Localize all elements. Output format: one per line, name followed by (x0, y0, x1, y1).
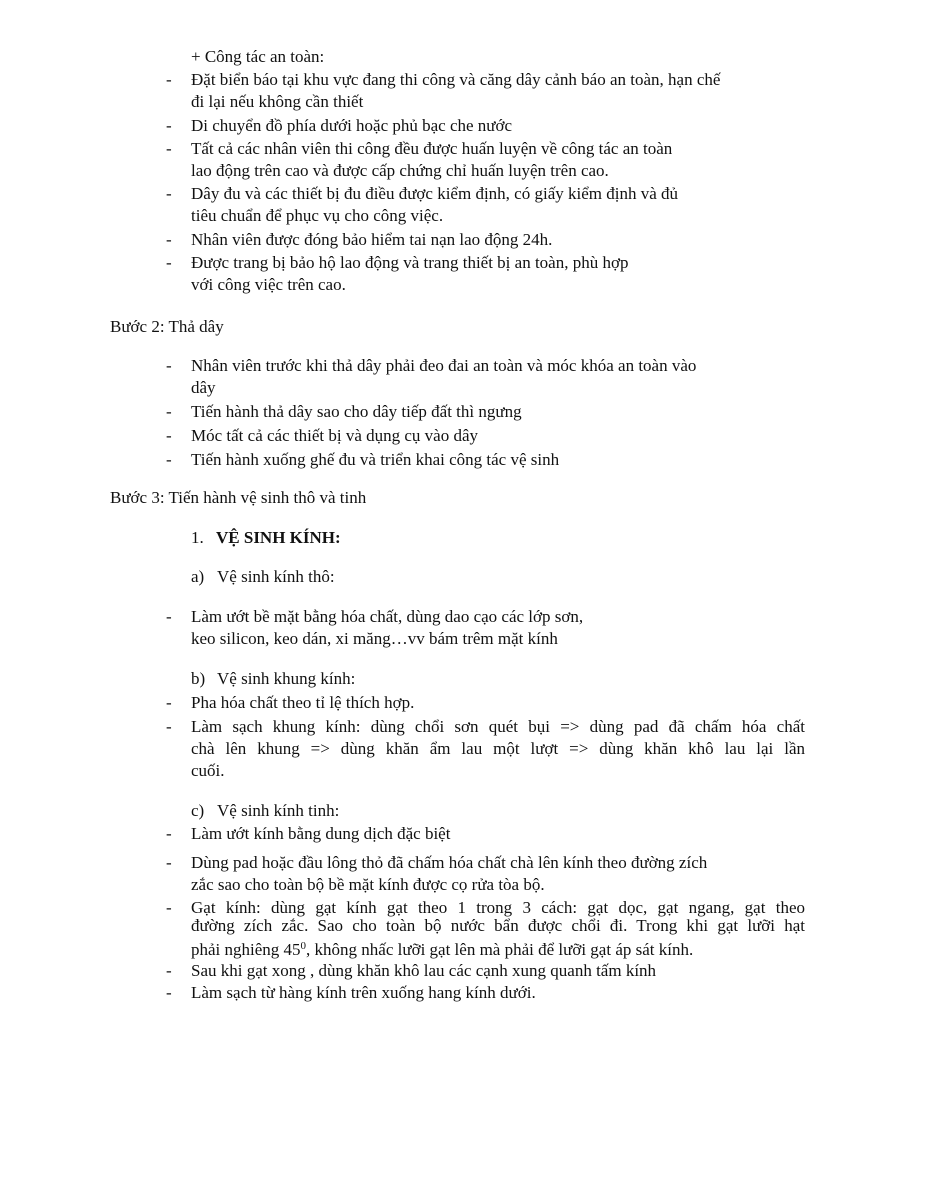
degree-superscript: 0 (300, 940, 307, 952)
safety-item-5: Nhân viên được đóng bảo hiểm tai nạn lao động 24h. (191, 230, 553, 249)
sub-c-item-5: Làm sạch từ hàng kính trên xuống hang kính dưới. (191, 983, 536, 1002)
bullet-dash: - (166, 230, 172, 249)
step-2-heading: Bước 2: Thả dây (110, 317, 224, 336)
bullet-dash: - (166, 139, 172, 158)
safety-heading: + Công tác an toàn: (191, 47, 325, 66)
bullet-dash: - (166, 253, 172, 272)
bullet-dash: - (166, 853, 172, 872)
safety-item-4-line-2: tiêu chuẩn để phục vụ cho công việc. (191, 206, 444, 225)
bullet-dash: - (166, 961, 172, 980)
section-1-number: 1. (191, 528, 204, 547)
bullet-dash: - (166, 402, 172, 421)
sub-c-item-3-line-3b: , không nhấc lưỡi gạt lên mà phải để lưỡi gạt áp sát kính. (306, 940, 694, 959)
step2-item-1-line-2: dây (191, 378, 216, 397)
bullet-dash: - (166, 693, 172, 712)
sub-b-item-2-line-3: cuối. (191, 761, 225, 780)
step-3-heading: Bước 3: Tiến hành vệ sinh thô và tinh (110, 488, 367, 507)
sub-b-item-1: Pha hóa chất theo tỉ lệ thích hợp. (191, 693, 415, 712)
bullet-dash: - (166, 717, 172, 736)
safety-item-6-line-1: Được trang bị bảo hộ lao động và trang thiết bị an toàn, phù hợp (191, 253, 629, 272)
step2-item-4: Tiến hành xuống ghế đu và triển khai công tác vệ sinh (191, 450, 560, 469)
sub-c-item-3-line-1: Gạt kính: dùng gạt kính gạt theo 1 trong 3 cách: gạt dọc, gạt ngang, gạt theo (191, 898, 805, 917)
bullet-dash: - (166, 983, 172, 1002)
safety-item-1-line-1: Đặt biển báo tại khu vực đang thi công và căng dây cảnh báo an toàn, hạn chế (191, 70, 721, 89)
sub-a-item-1-line-2: keo silicon, keo dán, xi măng…vv bám trêm mặt kính (191, 629, 558, 648)
bullet-dash: - (166, 356, 172, 375)
bullet-dash: - (166, 824, 172, 843)
step2-item-3: Móc tất cả các thiết bị và dụng cụ vào dây (191, 426, 478, 445)
sub-a-item-1-line-1: Làm ướt bề mặt bằng hóa chất, dùng dao cạo các lớp sơn, (191, 607, 584, 626)
sub-c-item-4: Sau khi gạt xong , dùng khăn khô lau các cạnh xung quanh tấm kính (191, 961, 657, 980)
bullet-dash: - (166, 450, 172, 469)
bullet-dash: - (166, 184, 172, 203)
sub-c-item-3-line-2: đường zích zắc. Sao cho toàn bộ nước bẩn được chổi đi. Trong khi gạt lưỡi hạt (191, 916, 805, 935)
sub-a-label: a) (191, 567, 205, 586)
safety-item-6-line-2: với công việc trên cao. (191, 275, 346, 294)
sub-b-item-2-line-1: Làm sạch khung kính: dùng chổi sơn quét bụi => dùng pad đã chấm hóa chất (191, 717, 805, 736)
safety-item-3-line-1: Tất cả các nhân viên thi công đều được huấn luyện về công tác an toàn (191, 139, 673, 158)
bullet-dash: - (166, 116, 172, 135)
sub-b-item-2-line-2: chà lên khung => dùng khăn ẩm lau một lượt => dùng khăn khô lau lại lần (191, 739, 805, 758)
sub-c-item-2-line-2: zắc sao cho toàn bộ bề mặt kính được cọ rửa tòa bộ. (191, 875, 545, 894)
sub-c-item-3-line-3a: phải nghiêng 45 (191, 940, 301, 959)
section-1-title: VỆ SINH KÍNH: (216, 528, 341, 547)
step2-item-1-line-1: Nhân viên trước khi thả dây phải đeo đai an toàn và móc khóa an toàn vào (191, 356, 697, 375)
safety-item-1-line-2: đi lại nếu không cần thiết (191, 92, 364, 111)
sub-c-item-1: Làm ướt kính bằng dung dịch đặc biệt (191, 824, 451, 843)
sub-c-title: Vệ sinh kính tinh: (217, 801, 340, 820)
bullet-dash: - (166, 898, 172, 917)
bullet-dash: - (166, 70, 172, 89)
sub-b-title: Vệ sinh khung kính: (217, 669, 356, 688)
sub-c-item-2-line-1: Dùng pad hoặc đầu lông thỏ đã chấm hóa chất chà lên kính theo đường zích (191, 853, 708, 872)
sub-c-item-3-line-3 (191, 939, 693, 961)
bullet-dash: - (166, 607, 172, 626)
safety-item-2: Di chuyển đồ phía dưới hoặc phủ bạc che nước (191, 116, 513, 135)
sub-c-label: c) (191, 801, 205, 820)
step2-item-2: Tiến hành thả dây sao cho dây tiếp đất thì ngưng (191, 402, 522, 421)
sub-b-label: b) (191, 669, 206, 688)
sub-a-title: Vệ sinh kính thô: (217, 567, 335, 586)
safety-item-3-line-2: lao động trên cao và được cấp chứng chỉ huấn luyện trên cao. (191, 161, 609, 180)
bullet-dash: - (166, 426, 172, 445)
safety-item-4-line-1: Dây đu và các thiết bị đu điều được kiểm định, có giấy kiểm định và đủ (191, 184, 678, 203)
